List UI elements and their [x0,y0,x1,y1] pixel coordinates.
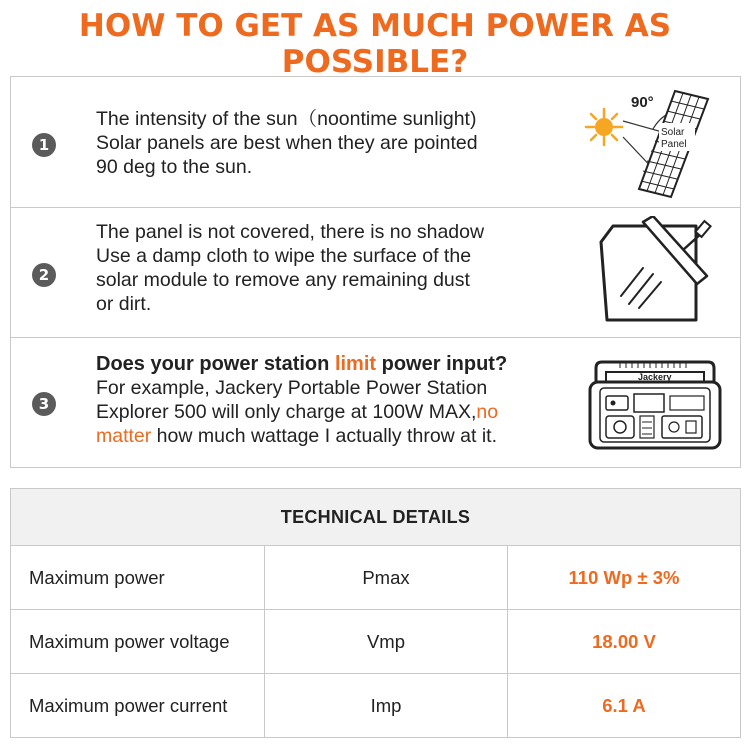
tip-heading-highlight: limit [334,353,377,375]
tip-line: 90 deg to the sun. [96,156,253,178]
tip-line: The intensity of the sun（noontime sunlight) [96,108,477,130]
tip-text [96,220,484,316]
tip-line: Use a damp cloth to wipe the surface of the [96,245,472,267]
tip-line [96,400,507,424]
table-row [11,610,740,674]
tip-line: solar module to remove any remaining dust [96,269,470,291]
angle-label: 90° [631,94,654,111]
spec-symbol: Vmp [265,610,508,673]
tip-line [96,424,507,448]
spec-symbol: Pmax [265,546,508,609]
spec-label: Maximum power voltage [11,610,265,673]
power-station-icon [586,358,726,457]
tip-row-1 [11,77,740,208]
brand-label: Jackery [638,372,672,382]
tip-line: or dirt. [96,293,152,315]
table-row [11,674,740,738]
tip-line-text: Explorer 500 will only charge at 100W MAX, [96,401,477,423]
tip-text [96,352,507,448]
tip-number-badge: 2 [32,263,56,287]
spec-label: Maximum power [11,546,265,609]
sun-panel-icon [571,85,721,208]
tip-line: The panel is not covered, there is no shadow [96,221,485,243]
page-title: HOW TO GET AS MUCH POWER AS POSSIBLE? [78,8,672,80]
panel-label: Solar [661,127,685,138]
tip-row-3 [11,338,740,467]
spec-value: 18.00 V [592,631,656,652]
panel-label: Panel [661,139,687,150]
table-row [11,546,740,610]
table-heading: TECHNICAL DETAILS [11,489,740,546]
tip-number-badge: 1 [32,133,56,157]
spec-value: 6.1 A [602,695,646,716]
tip-line: For example, Jackery Portable Power Station [96,377,488,399]
tips-panel [10,76,741,468]
tip-line-highlight: matter [96,425,152,447]
tip-line: Solar panels are best when they are pointed [96,132,478,154]
spec-symbol: Imp [265,674,508,738]
tip-line-highlight: no [476,401,499,423]
tip-heading-text: Does your power station [96,353,335,375]
tip-heading-text: power input? [376,353,508,375]
spec-label: Maximum power current [11,674,265,738]
tip-line-text: how much wattage I actually throw at it. [151,425,498,447]
tip-number-badge: 3 [32,392,56,416]
tip-heading [96,352,507,376]
tip-text [96,107,478,179]
tip-row-2 [11,208,740,338]
technical-details-table [10,488,741,738]
squeegee-panel-icon [591,216,721,335]
spec-value: 110 Wp ± 3% [568,567,680,588]
